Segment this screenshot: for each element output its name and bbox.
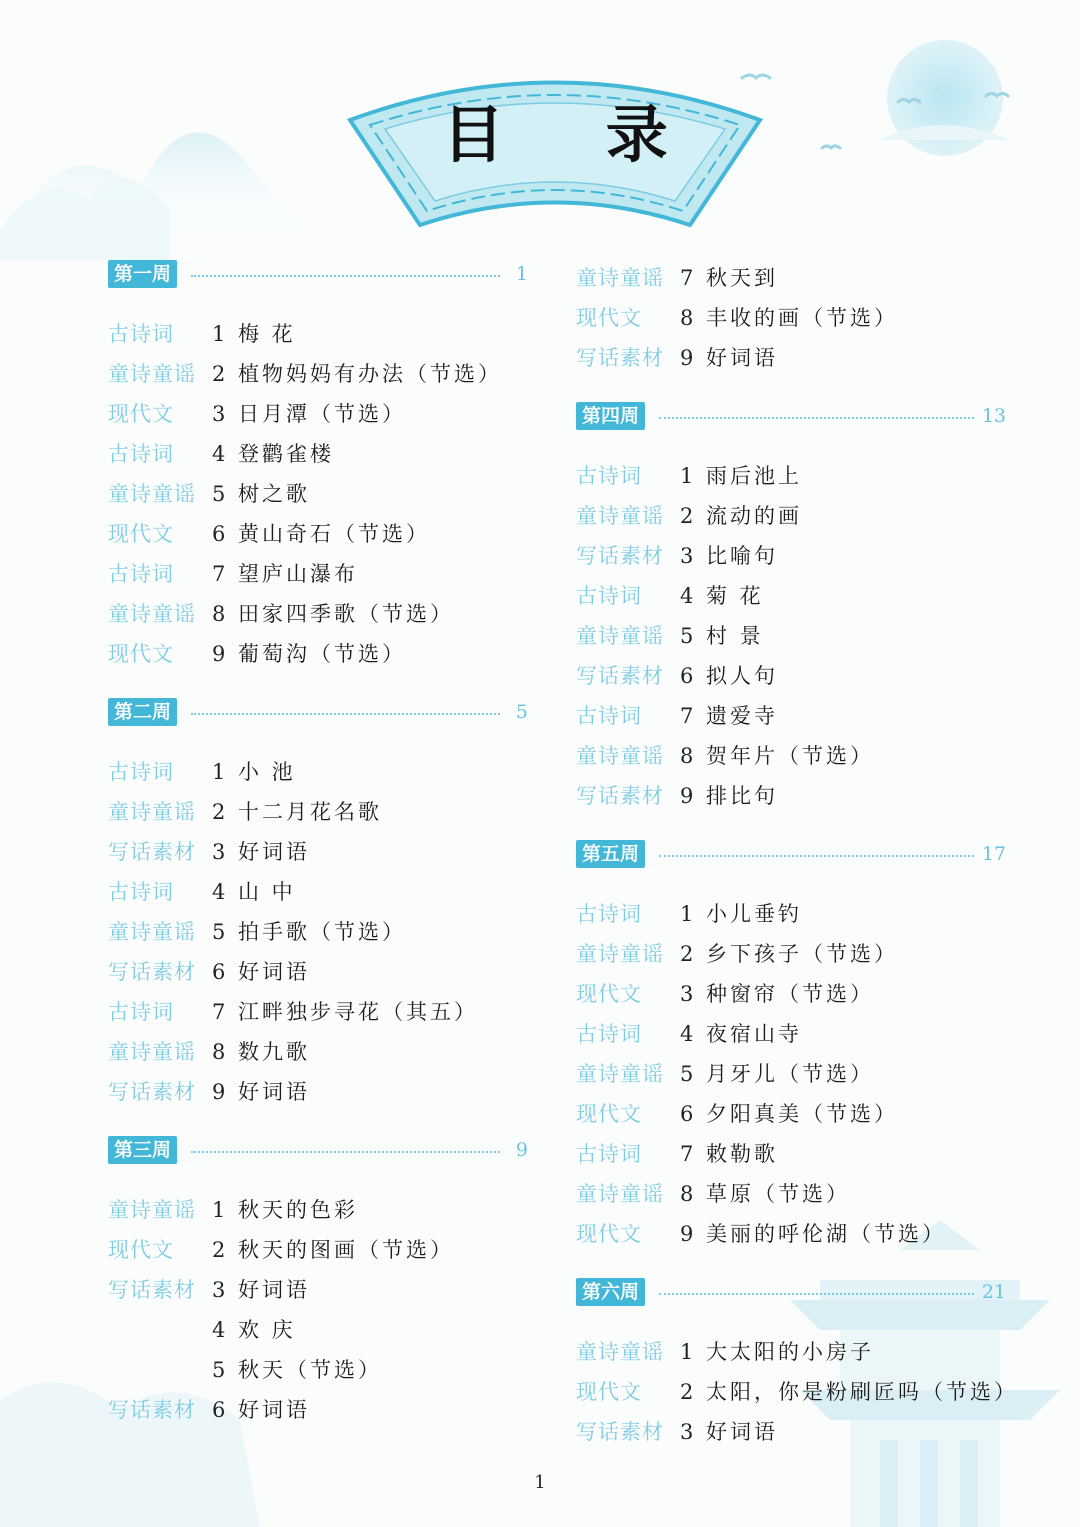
entry-genre: 现代文 — [576, 982, 642, 1006]
toc-entry[interactable] — [108, 1072, 528, 1112]
entry-genre: 童诗童谣 — [576, 942, 664, 966]
entry-genre: 古诗词 — [108, 760, 174, 784]
entry-title: 太阳，你是粉刷匠吗（节选） — [706, 1380, 1018, 1404]
entry-number: 4 — [680, 584, 694, 608]
entry-number: 7 — [680, 704, 694, 728]
entry-title: 月牙儿（节选） — [706, 1062, 874, 1086]
entry-title: 登鹳雀楼 — [238, 442, 334, 466]
toc-entry[interactable] — [108, 1350, 528, 1390]
entry-genre: 古诗词 — [576, 704, 642, 728]
week-entries — [576, 1332, 1018, 1452]
entry-title: 秋天到 — [706, 266, 778, 290]
entry-title: 敕勒歌 — [706, 1142, 778, 1166]
entry-title: 雨后池上 — [706, 464, 802, 488]
entry-title: 植物妈妈有办法（节选） — [238, 362, 502, 386]
toc-entry[interactable] — [576, 1332, 1006, 1372]
entry-title: 遗爱寺 — [706, 704, 778, 728]
entry-number: 8 — [680, 306, 694, 330]
toc-entry[interactable] — [576, 616, 1006, 656]
week-entries — [576, 456, 1006, 816]
entry-title: 拍手歌（节选） — [238, 920, 406, 944]
entry-number: 1 — [212, 322, 226, 346]
entry-genre: 童诗童谣 — [108, 362, 196, 386]
entry-title: 江畔独步寻花（其五） — [238, 1000, 478, 1024]
entry-number: 4 — [212, 880, 226, 904]
week-page-number: 17 — [981, 843, 1006, 865]
entry-genre: 古诗词 — [576, 464, 642, 488]
week-page-number: 5 — [515, 701, 528, 723]
entry-genre: 童诗童谣 — [108, 800, 196, 824]
entry-title: 菊 花 — [706, 584, 764, 608]
entry-title: 数九歌 — [238, 1040, 310, 1064]
entry-genre: 童诗童谣 — [576, 1062, 664, 1086]
toc-entry[interactable] — [108, 474, 528, 514]
entry-title: 种窗帘（节选） — [706, 982, 874, 1006]
week-entries — [108, 1190, 528, 1430]
toc-entry[interactable] — [108, 1032, 528, 1072]
entry-number: 9 — [212, 1080, 226, 1104]
toc-entry[interactable] — [108, 992, 528, 1032]
toc-left-column — [108, 258, 528, 1430]
entry-title: 排比句 — [706, 784, 778, 808]
week-entries — [576, 258, 1006, 378]
entry-number: 6 — [212, 1398, 226, 1422]
entry-number: 8 — [212, 602, 226, 626]
entry-title: 比喻句 — [706, 544, 778, 568]
week-badge: 第三周 — [108, 1136, 177, 1164]
toc-entry[interactable] — [576, 1014, 1006, 1054]
entry-number: 3 — [212, 402, 226, 426]
toc-entry[interactable] — [108, 514, 528, 554]
entry-title: 望庐山瀑布 — [238, 562, 358, 586]
toc-entry[interactable] — [576, 974, 1006, 1014]
toc-entry[interactable] — [576, 1054, 1006, 1094]
entry-number: 5 — [212, 1358, 226, 1382]
week-header[interactable] — [108, 696, 528, 728]
toc-entry[interactable] — [576, 1214, 1006, 1254]
week-badge: 第五周 — [576, 840, 645, 868]
entry-number: 8 — [680, 1182, 694, 1206]
toc-entry[interactable] — [108, 1270, 528, 1310]
entry-title: 山 中 — [238, 880, 296, 904]
entry-genre: 古诗词 — [108, 880, 174, 904]
entry-title: 田家四季歌（节选） — [238, 602, 454, 626]
entry-number: 8 — [212, 1040, 226, 1064]
entry-genre: 童诗童谣 — [108, 602, 196, 626]
entry-title: 美丽的呼伦湖（节选） — [706, 1222, 946, 1246]
toc-entry[interactable] — [576, 496, 1006, 536]
entry-number: 1 — [212, 1198, 226, 1222]
week-header[interactable] — [576, 838, 1006, 870]
toc-entry[interactable] — [108, 594, 528, 634]
entry-title: 秋天（节选） — [238, 1358, 382, 1382]
entry-title: 草原（节选） — [706, 1182, 850, 1206]
dotted-leader — [191, 1149, 500, 1153]
entry-title: 好词语 — [238, 1278, 310, 1302]
week-badge: 第一周 — [108, 260, 177, 288]
entry-number: 6 — [212, 960, 226, 984]
toc-entry[interactable] — [576, 894, 1006, 934]
entry-number: 1 — [212, 760, 226, 784]
entry-title: 大太阳的小房子 — [706, 1340, 874, 1364]
entry-number: 6 — [680, 1102, 694, 1126]
entry-number: 5 — [212, 482, 226, 506]
entry-genre: 现代文 — [576, 1102, 642, 1126]
entry-genre: 现代文 — [576, 1380, 642, 1404]
entry-genre: 写话素材 — [576, 1420, 664, 1444]
entry-title: 好词语 — [238, 1080, 310, 1104]
entry-genre — [108, 1310, 212, 1350]
entry-genre: 现代文 — [108, 642, 174, 666]
entry-title: 贺年片（节选） — [706, 744, 874, 768]
entry-genre: 古诗词 — [108, 442, 174, 466]
sun-icon — [880, 40, 1010, 156]
week-header[interactable] — [108, 258, 528, 290]
dotted-leader — [659, 853, 974, 857]
toc-entry[interactable] — [576, 1372, 1018, 1412]
toc-entry[interactable] — [108, 314, 528, 354]
toc-entry[interactable] — [576, 536, 1006, 576]
week-page-number: 1 — [515, 263, 528, 285]
entry-title: 黄山奇石（节选） — [238, 522, 430, 546]
entry-genre: 古诗词 — [108, 1000, 174, 1024]
entry-genre: 童诗童谣 — [576, 624, 664, 648]
toc-entry[interactable] — [576, 934, 1006, 974]
entry-genre: 古诗词 — [108, 562, 174, 586]
entry-number: 5 — [680, 624, 694, 648]
entry-number: 3 — [680, 1420, 694, 1444]
entry-genre: 现代文 — [108, 522, 174, 546]
entry-genre: 写话素材 — [576, 346, 664, 370]
entry-title: 好词语 — [706, 346, 778, 370]
entry-genre: 写话素材 — [576, 544, 664, 568]
entry-number: 7 — [680, 266, 694, 290]
entry-number: 2 — [212, 1238, 226, 1262]
entry-title: 秋天的色彩 — [238, 1198, 358, 1222]
entry-number: 1 — [680, 1340, 694, 1364]
dotted-leader — [659, 415, 974, 419]
entry-genre: 童诗童谣 — [108, 1040, 196, 1064]
week-entries — [576, 894, 1006, 1254]
entry-genre: 古诗词 — [576, 1022, 642, 1046]
dotted-leader — [659, 1291, 974, 1295]
toc-entry[interactable] — [576, 656, 1006, 696]
toc-entry[interactable] — [108, 434, 528, 474]
dotted-leader — [191, 273, 500, 277]
toc-right-column — [576, 258, 1018, 1452]
toc-entry[interactable] — [576, 298, 1006, 338]
page-title: 目 录 — [442, 98, 708, 171]
entry-number: 6 — [212, 522, 226, 546]
week-page-number: 13 — [981, 405, 1006, 427]
entry-title: 乡下孩子（节选） — [706, 942, 898, 966]
entry-number: 3 — [212, 1278, 226, 1302]
entry-genre: 童诗童谣 — [576, 504, 664, 528]
toc-entry[interactable] — [108, 952, 528, 992]
entry-genre — [108, 1350, 212, 1390]
entry-genre: 古诗词 — [576, 1142, 642, 1166]
entry-number: 2 — [680, 1380, 694, 1404]
entry-number: 9 — [680, 346, 694, 370]
toc-entry[interactable] — [108, 394, 528, 434]
entry-genre: 童诗童谣 — [576, 1340, 664, 1364]
week-header[interactable] — [576, 400, 1006, 432]
entry-genre: 现代文 — [576, 1222, 642, 1246]
entry-genre: 童诗童谣 — [108, 920, 196, 944]
page-number: 1 — [534, 1472, 546, 1493]
entry-title: 好词语 — [238, 840, 310, 864]
week-badge: 第六周 — [576, 1278, 645, 1306]
week-header[interactable] — [576, 1276, 1006, 1308]
entry-genre: 写话素材 — [576, 664, 664, 688]
entry-number: 9 — [680, 1222, 694, 1246]
week-page-number: 21 — [981, 1281, 1006, 1303]
entry-title: 十二月花名歌 — [238, 800, 382, 824]
toc-entry[interactable] — [576, 1134, 1006, 1174]
entry-genre: 童诗童谣 — [108, 482, 196, 506]
toc-entry[interactable] — [108, 832, 528, 872]
entry-genre: 古诗词 — [576, 902, 642, 926]
entry-number: 2 — [212, 362, 226, 386]
entry-genre: 现代文 — [108, 402, 174, 426]
week-header[interactable] — [108, 1134, 528, 1166]
toc-entry[interactable] — [108, 1310, 528, 1350]
toc-entry[interactable] — [108, 752, 528, 792]
toc-entry[interactable] — [108, 554, 528, 594]
entry-genre: 写话素材 — [108, 1278, 196, 1302]
entry-title: 树之歌 — [238, 482, 310, 506]
entry-title: 夕阳真美（节选） — [706, 1102, 898, 1126]
entry-number: 6 — [680, 664, 694, 688]
entry-title: 拟人句 — [706, 664, 778, 688]
toc-entry[interactable] — [576, 1412, 1006, 1452]
entry-number: 1 — [680, 464, 694, 488]
entry-title: 欢 庆 — [238, 1318, 296, 1342]
toc-entry[interactable] — [108, 634, 528, 674]
week-page-number: 9 — [515, 1139, 528, 1161]
toc-entry[interactable] — [576, 338, 1006, 378]
entry-title: 流动的画 — [706, 504, 802, 528]
entry-genre: 现代文 — [108, 1238, 174, 1262]
entry-number: 3 — [680, 982, 694, 1006]
week-badge: 第二周 — [108, 698, 177, 726]
toc-entry[interactable] — [576, 576, 1006, 616]
entry-number: 4 — [680, 1022, 694, 1046]
week-badge: 第四周 — [576, 402, 645, 430]
entry-number: 9 — [212, 642, 226, 666]
entry-number: 2 — [680, 504, 694, 528]
entry-genre: 写话素材 — [108, 960, 196, 984]
entry-number: 3 — [212, 840, 226, 864]
entry-genre: 现代文 — [576, 306, 642, 330]
entry-genre: 古诗词 — [108, 322, 174, 346]
toc-entry[interactable] — [108, 1190, 528, 1230]
entry-title: 好词语 — [238, 1398, 310, 1422]
entry-number: 2 — [680, 942, 694, 966]
entry-title: 丰收的画（节选） — [706, 306, 898, 330]
entry-title: 葡萄沟（节选） — [238, 642, 406, 666]
entry-number: 2 — [212, 800, 226, 824]
toc-entry[interactable] — [576, 456, 1006, 496]
entry-number: 5 — [680, 1062, 694, 1086]
entry-genre: 写话素材 — [108, 1080, 196, 1104]
entry-title: 秋天的图画（节选） — [238, 1238, 454, 1262]
entry-number: 7 — [212, 1000, 226, 1024]
toc-entry[interactable] — [108, 792, 528, 832]
entry-genre: 写话素材 — [108, 1398, 196, 1422]
entry-number: 1 — [680, 902, 694, 926]
entry-genre: 古诗词 — [576, 584, 642, 608]
toc-entry[interactable] — [108, 1390, 528, 1430]
entry-title: 小儿垂钓 — [706, 902, 802, 926]
entry-genre: 童诗童谣 — [576, 744, 664, 768]
entry-title: 日月潭（节选） — [238, 402, 406, 426]
toc-entry[interactable] — [108, 872, 528, 912]
entry-number: 9 — [680, 784, 694, 808]
entry-number: 3 — [680, 544, 694, 568]
toc-entry[interactable] — [576, 258, 1006, 298]
mountains-left-icon — [0, 132, 340, 260]
toc-entry[interactable] — [108, 912, 528, 952]
toc-entry[interactable] — [576, 1094, 1006, 1134]
entry-genre: 童诗童谣 — [576, 266, 664, 290]
entry-genre: 写话素材 — [576, 784, 664, 808]
dotted-leader — [191, 711, 500, 715]
entry-title: 小 池 — [238, 760, 296, 784]
entry-number: 4 — [212, 1318, 226, 1342]
entry-genre: 童诗童谣 — [108, 1198, 196, 1222]
entry-title: 好词语 — [706, 1420, 778, 1444]
entry-number: 5 — [212, 920, 226, 944]
entry-genre: 写话素材 — [108, 840, 196, 864]
toc-entry[interactable] — [576, 1174, 1006, 1214]
toc-entry[interactable] — [576, 696, 1006, 736]
week-entries — [108, 314, 528, 674]
toc-entry[interactable] — [108, 1230, 528, 1270]
entry-title: 梅 花 — [238, 322, 296, 346]
entry-number: 8 — [680, 744, 694, 768]
toc-entry[interactable] — [108, 354, 528, 394]
entry-number: 7 — [680, 1142, 694, 1166]
entry-title: 好词语 — [238, 960, 310, 984]
week-entries — [108, 752, 528, 1112]
entry-genre: 童诗童谣 — [576, 1182, 664, 1206]
toc-entry[interactable] — [576, 736, 1006, 776]
entry-title: 村 景 — [706, 624, 764, 648]
entry-number: 4 — [212, 442, 226, 466]
toc-entry[interactable] — [576, 776, 1006, 816]
entry-title: 夜宿山寺 — [706, 1022, 802, 1046]
entry-number: 7 — [212, 562, 226, 586]
